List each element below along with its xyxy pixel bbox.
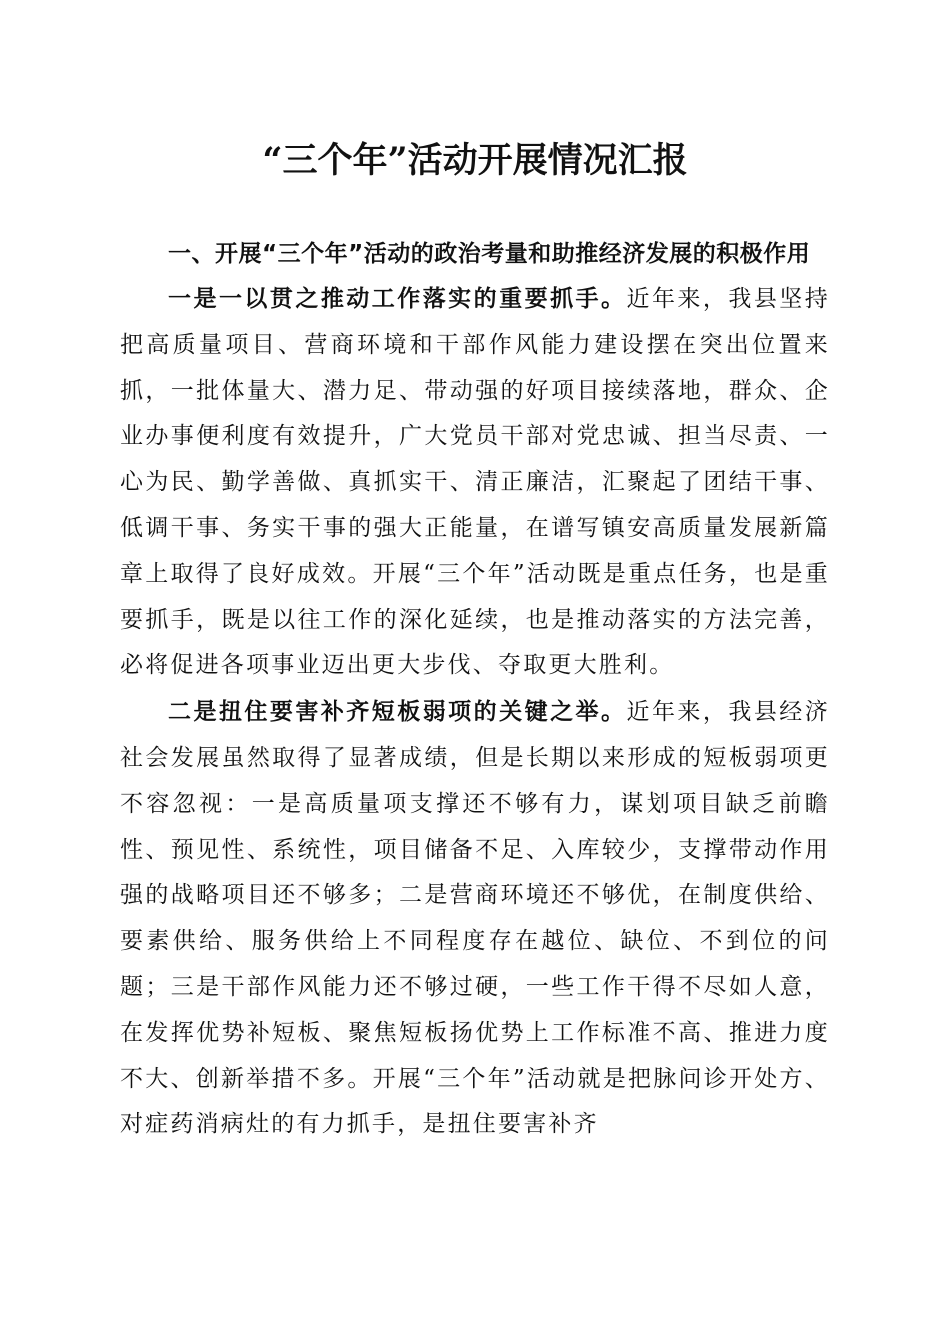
paragraph-1-lead: 一是一以贯之推动工作落实的重要抓手。 [168,285,627,312]
paragraph-1 [120,276,830,689]
document-body [120,232,830,1148]
paragraph-2-lead: 二是扭住要害补齐短板弱项的关键之举。 [168,698,627,726]
paragraph-2 [120,689,830,1148]
section-heading: 一、开展“三个年”活动的政治考量和助推经济发展的积极作用 [168,241,811,267]
paragraph-2-body: 近年来，我县经济社会发展虽然取得了显著成绩，但是长期以来形成的短板弱项更不容忽视：一是高质量项支撑还不够有力，谋划项目缺乏前瞻性、预见性、系统性，项目储备不足、入库较少，支撑带动作用强的战略项目还不够多；二是营商环境还不够优，在制度供给、要素供给、服务供给上不同程度存在越位、缺位、不到位的问题；三是干部作风能力还不够过硬，一些工作干得不尽如人意，在发挥优势补短板、聚焦短板扬优势上工作标准不高、推进力度不大、创新举措不多。开展“三个年”活动就是把脉问诊开处方、对症药消病灶的有力抓手，是扭住要害补齐 [120,699,830,1138]
paragraph-1-body: 近年来，我县坚持把高质量项目、营商环境和干部作风能力建设摆在突出位置来抓，一批体量大、潜力足、带动强的好项目接续落地，群众、企业办事便利度有效提升，广大党员干部对党忠诚、担当尽责、一心为民、勤学善做、真抓实干、清正廉洁，汇聚起了团结干事、低调干事、务实干事的强大正能量，在谱写镇安高质量发展新篇章上取得了良好成效。开展“三个年”活动既是重点任务，也是重要抓手，既是以往工作的深化延续，也是推动落实的方法完善，必将促进各项事业迈出更大步伐、夺取更大胜利。 [120,286,830,679]
document-title: “三个年”活动开展情况汇报 [262,140,688,181]
